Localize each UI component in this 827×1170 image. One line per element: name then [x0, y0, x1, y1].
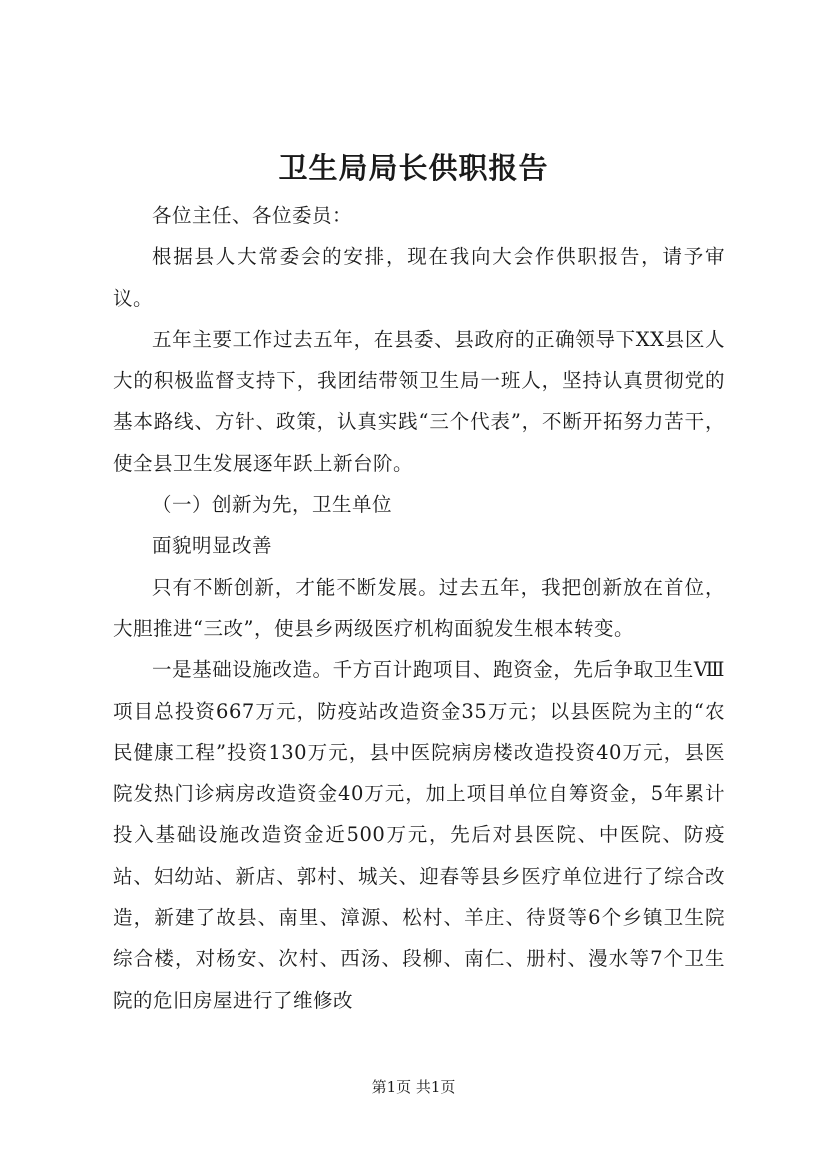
innovation-paragraph: 只有不断创新，才能不断发展。过去五年，我把创新放在首位，大胆推进“三改”，使县乡两级医疗机构面貌发生根本转变。 [113, 575, 725, 640]
intro-paragraph: 根据县人大常委会的安排，现在我向大会作供职报告，请予审议。 [113, 245, 725, 310]
salutation-paragraph: 各位主任、各位委员： [152, 204, 353, 227]
document-title: 卫生局局长供职报告 [278, 151, 549, 185]
page-footer: 第1页 共1页 [371, 1078, 456, 1096]
summary-paragraph: 五年主要工作过去五年，在县委、县政府的正确领导下XX县区人大的积极监督支持下，我团结带领卫生局一班人，坚持认真贯彻党的基本路线、方针、政策，认真实践“三个代表”，不断开拓努力苦干，使全县卫生发展逐年跃上新台阶。 [113, 327, 725, 475]
section-heading-line-2: 面貌明显改善 [152, 534, 273, 558]
infrastructure-paragraph: 一是基础设施改造。千方百计跑项目、跑资金，先后争取卫生Ⅷ项目总投资667万元，防疫站改造资金35万元；以县医院为主的“农民健康工程”投资130万元，县中医院病房楼改造投资40万元，县医院发热门诊病房改造资金40万元，加上项目单位自筹资金，5年累计投入基础设施改造资金近500万元，先后对县医院、中医院、防疫站、妇幼站、新店、郭村、城关、迎春等县乡医疗单位进行了综合改造，新建了故县、南里、漳源、松村、羊庄、待贤等6个乡镇卫生院综合楼，对杨安、次村、西汤、段柳、南仁、册村、漫水等7个卫生院的危旧房屋进行了维修改 [113, 658, 725, 1012]
document-body [113, 195, 725, 1021]
section-heading-line-1: （一）创新为先，卫生单位 [152, 493, 393, 517]
